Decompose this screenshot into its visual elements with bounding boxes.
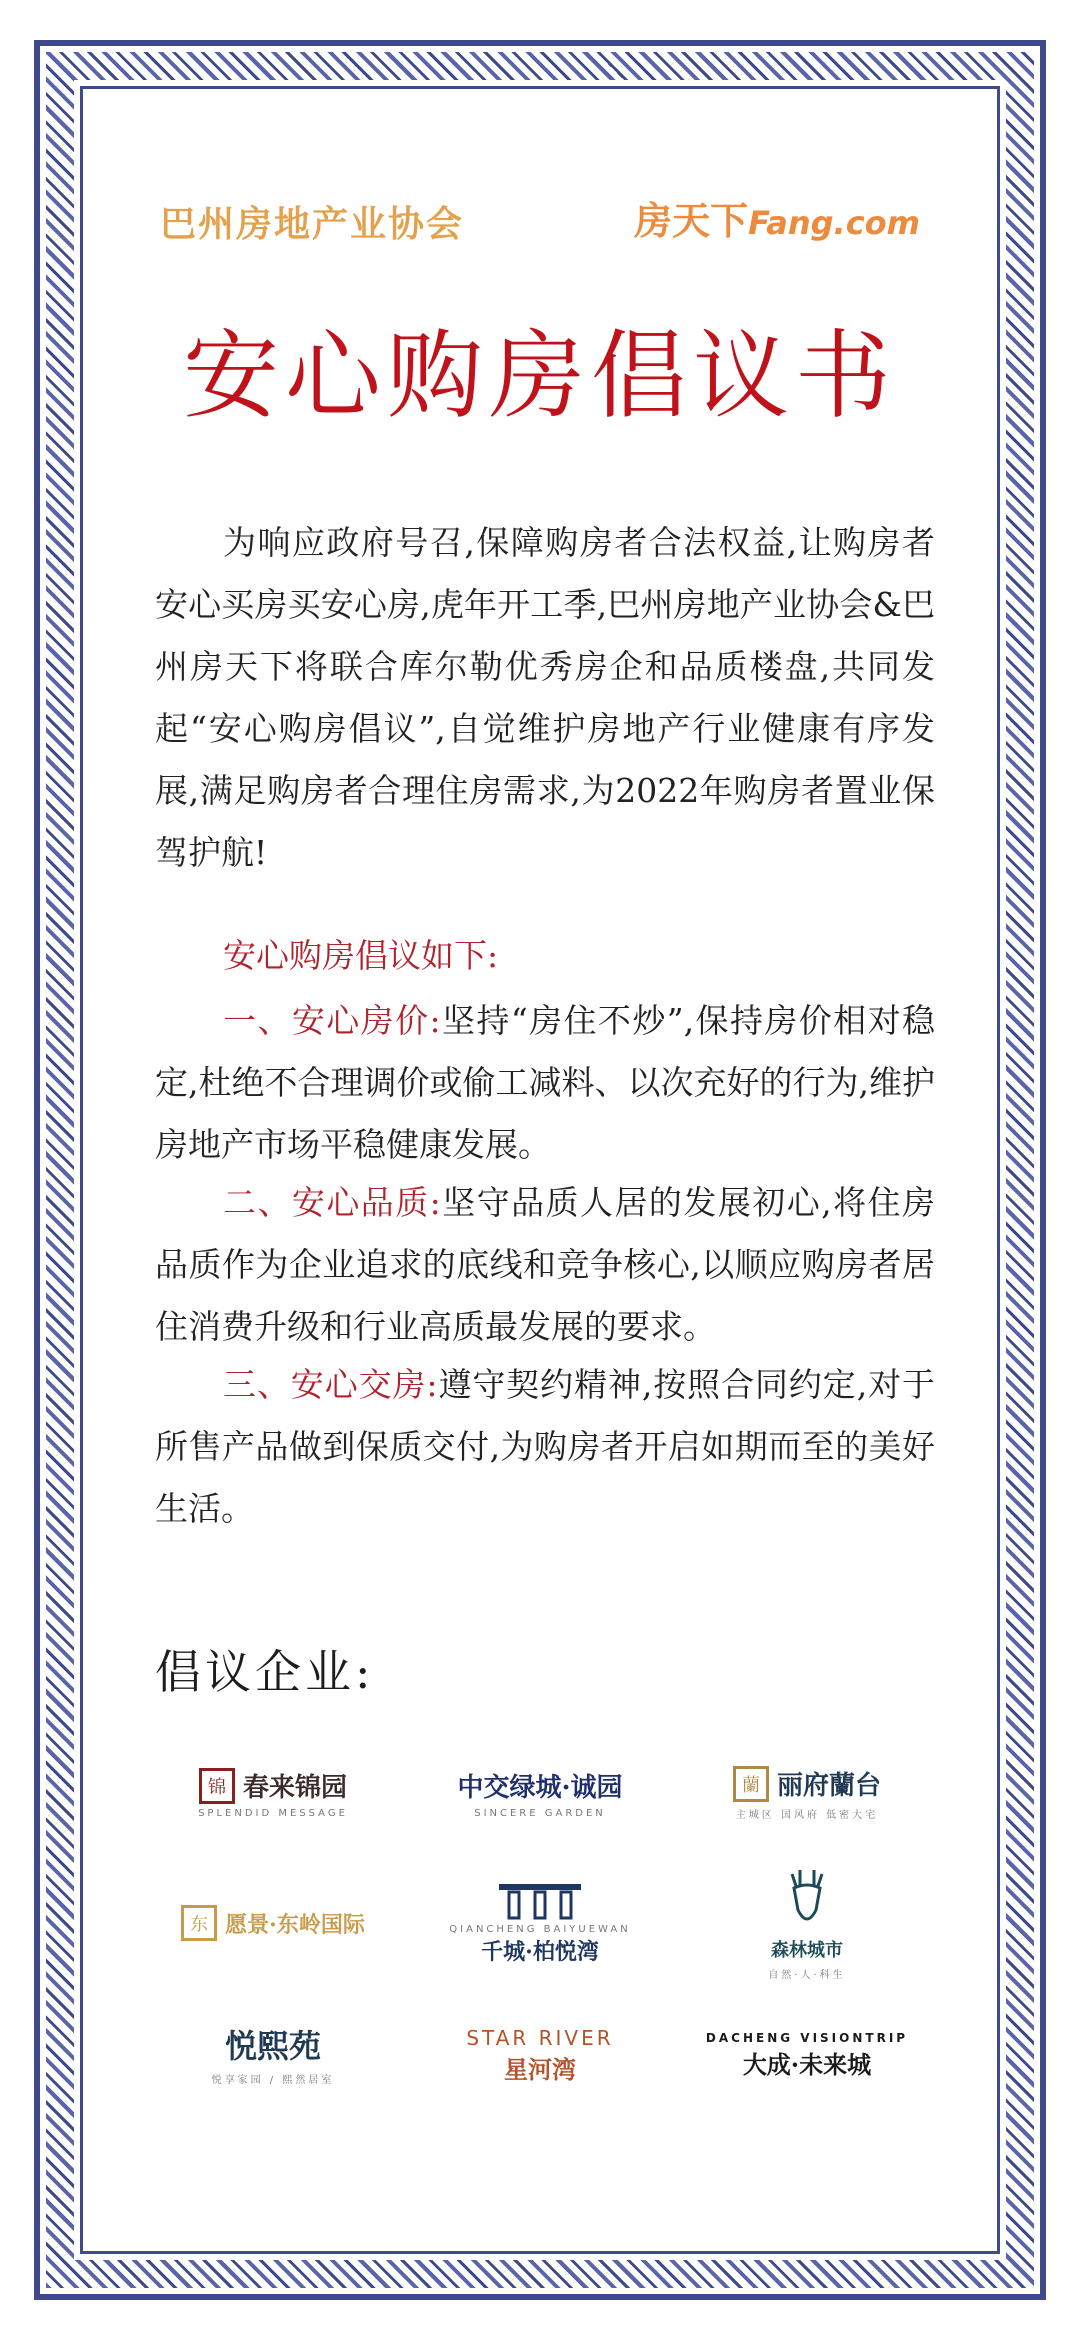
intro-paragraph: 为响应政府号召,保障购房者合法权益,让购房者安心买房买安心房,虎年开工季,巴州房地产业协会&巴州房天下将联合库尔勒优秀房企和品质楼盘,共同发起“安心购房倡议”,自觉维护房地产行业健康有序发展,满足购房者合理住房需求,为2022年购房者置业保驾护航! (155, 523, 935, 872)
logo-sub: STAR RIVER (466, 2025, 614, 2050)
logo-name: 春来锦园 (242, 1773, 347, 1803)
initiative-item-2 (155, 1172, 935, 1358)
logo-name: 悦熙苑 (224, 2026, 321, 2065)
logo-name: 大成·未来城 (742, 2049, 872, 2079)
logo-sub: SPLENDID MESSAGE (198, 1808, 348, 1819)
item-text: 坚持“房住不炒”,保持房价相对稳定,杜绝不合理调价或偷工减料、以次充好的行为,维护房地产市场平稳健康发展。 (155, 1001, 935, 1164)
logo-yuanjing-dongling (140, 1860, 406, 1986)
association-logo: 巴州房地产业协会 (160, 204, 465, 245)
item-label: 一、安心房价: (223, 1001, 441, 1040)
fang-logo (634, 190, 920, 245)
logo-name: 千城·柏悦湾 (481, 1939, 599, 1965)
logo-sub: QIANCHENG BAIYUEWAN (449, 1924, 631, 1935)
initiative-item-1 (155, 990, 935, 1176)
logo-sub: 自然·人·科生 (768, 1969, 846, 1981)
enterprise-logo-grid (140, 1730, 940, 2110)
logo-yuexi-yuan (140, 1990, 406, 2116)
logo-sub: SINCERE GARDEN (474, 1808, 606, 1819)
logo-name: 愿景·东岭国际 (225, 1911, 365, 1938)
header-logos (160, 190, 920, 250)
logo-zhongjiao-lvcheng (407, 1730, 673, 1856)
gate-emblem-icon (495, 1880, 585, 1920)
logo-sub: 悦享家园 / 熙然居室 (211, 2074, 335, 2086)
logo-star-river (407, 1990, 673, 2116)
logo-chunlai-jinyuan (140, 1730, 406, 1856)
fang-logo-en: Fang.com (748, 204, 920, 242)
enterprises-heading: 倡议企业: (155, 1645, 375, 1699)
logo-sub: DACHENG VISIONTRIP (705, 2030, 909, 2045)
logo-sub: 主城区 国风府 低密大宅 (735, 1810, 879, 1821)
item-label: 三、安心交房: (223, 1365, 438, 1404)
dong-emblem-icon: 东 (181, 1905, 217, 1941)
logo-lifu-lantai (674, 1730, 940, 1856)
logo-name: 丽府蘭台 (776, 1771, 881, 1801)
fang-logo-cn: 房天下 (634, 199, 749, 243)
item-label: 二、安心品质: (223, 1183, 441, 1222)
logo-qiancheng-baiyuewan (407, 1860, 673, 1986)
initiative-item-3 (155, 1354, 935, 1540)
logo-name: 星河湾 (504, 2054, 576, 2084)
item-text: 坚守品质人居的发展初心,将住房品质作为企业追求的底线和竞争核心,以顺应购房者居住消费升级和行业高质最发展的要求。 (155, 1183, 935, 1346)
logo-dacheng-weilaicheng (674, 1990, 940, 2116)
page-title: 安心购房倡议书 (183, 320, 897, 432)
logo-senlin-chengshi (674, 1860, 940, 1986)
logo-name: 森林城市 (771, 1939, 843, 1961)
item-text: 遵守契约精神,按照合同约定,对于所售产品做到保质交付,为购房者开启如期而至的美好生活。 (155, 1365, 935, 1528)
list-heading: 安心购房倡议如下: (223, 936, 499, 975)
lan-emblem-icon: 蘭 (733, 1766, 769, 1802)
deer-head-icon (772, 1866, 842, 1936)
logo-name: 中交绿城·诚园 (457, 1773, 623, 1803)
seal-icon: 锦 (199, 1768, 235, 1804)
